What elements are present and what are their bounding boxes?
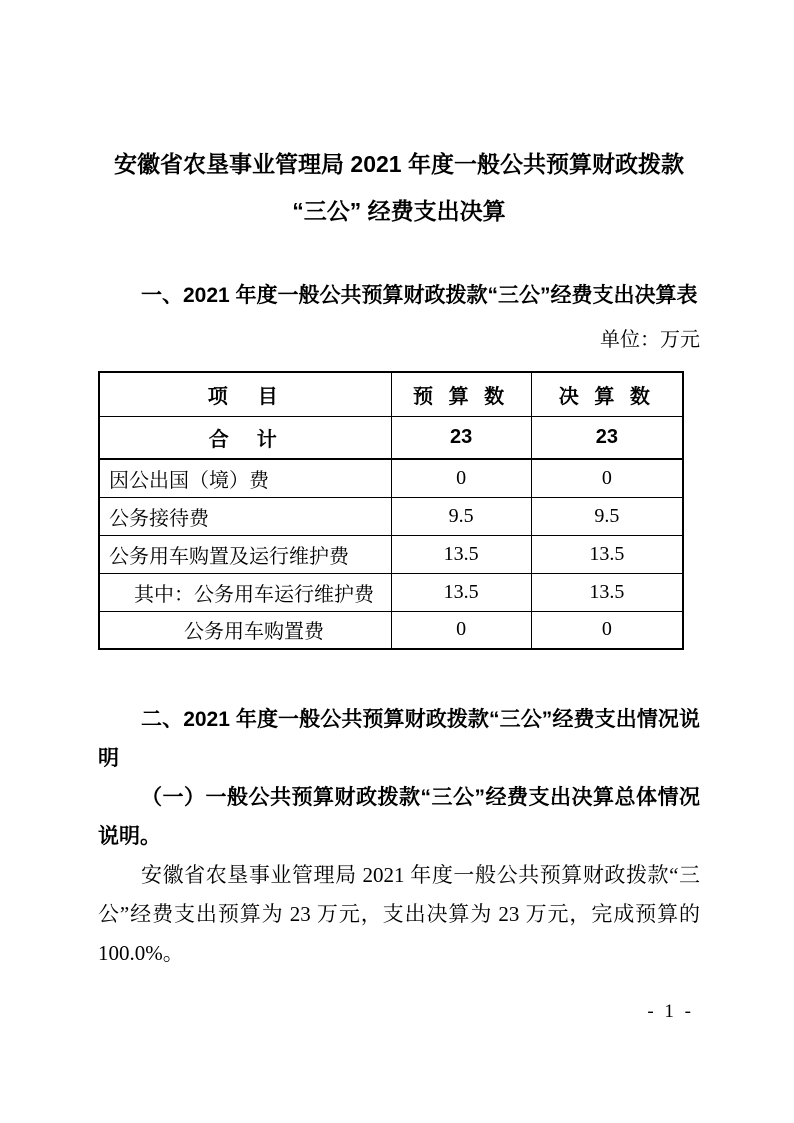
document-title-line2: “三公” 经费支出决算 [292,198,506,224]
row-final-value: 13.5 [531,573,683,611]
section2-paragraph: 安徽省农垦事业管理局 2021 年度一般公共预算财政拨款“三公”经费支出预算为 23 万元，支出决算为 23 万元，完成预算的 100.0%。 [98,863,700,965]
column-header-budget: 预 算 数 [391,372,531,416]
row-item-label: 合 计 [99,416,391,459]
table-header-row [99,372,683,416]
document-title-line1: 安徽省农垦事业管理局 2021 年度一般公共预算财政拨款 [114,151,684,177]
row-budget-value: 0 [391,459,531,497]
row-item-label: 公务接待费 [99,497,391,535]
section2-sub-heading: （一）一般公共预算财政拨款“三公”经费支出决算总体情况说明。 [98,786,700,848]
table-row [99,573,683,611]
row-budget-value: 9.5 [391,497,531,535]
column-header-item: 项 目 [99,372,391,416]
row-item-label: 公务用车购置费 [99,611,391,649]
row-budget-value: 23 [391,416,531,459]
column-header-final: 决 算 数 [531,372,683,416]
row-final-value: 9.5 [531,497,683,535]
table-row [99,611,683,649]
section2-heading: 二、2021 年度一般公共预算财政拨款“三公”经费支出情况说明 [98,708,700,770]
row-budget-value: 13.5 [391,535,531,573]
document-title [98,141,700,235]
row-budget-value: 13.5 [391,573,531,611]
row-final-value: 13.5 [531,535,683,573]
row-item-label: 其中：公务用车运行维护费 [99,573,391,611]
table-row-total [99,416,683,459]
row-final-value: 0 [531,459,683,497]
row-item-label: 因公出国（境）费 [99,459,391,497]
row-item-label: 公务用车购置及运行维护费 [99,535,391,573]
page-number: - 1 - [647,1001,694,1022]
row-budget-value: 0 [391,611,531,649]
row-final-value: 23 [531,416,683,459]
section1-heading: 一、2021 年度一般公共预算财政拨款“三公”经费支出决算表 [141,284,698,307]
table-row [99,459,683,497]
three-public-expense-table [98,371,684,650]
table-row [99,535,683,573]
section2-block [98,700,700,973]
row-final-value: 0 [531,611,683,649]
table-row [99,497,683,535]
table-unit-label: 单位：万元 [600,329,700,351]
